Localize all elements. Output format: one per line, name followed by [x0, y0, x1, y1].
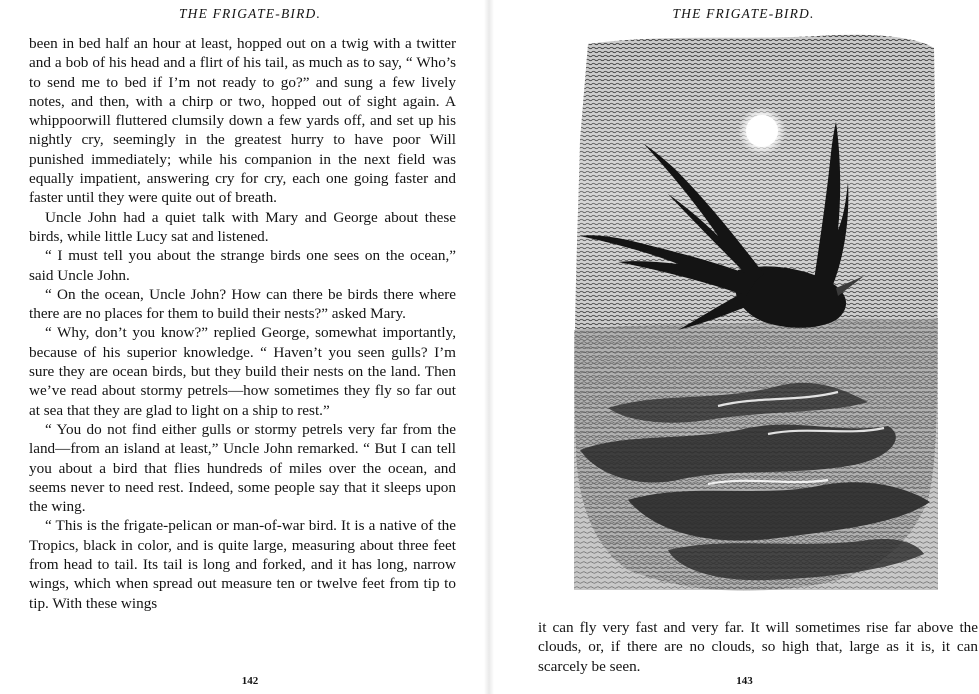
page-number-right: 143 — [736, 675, 753, 687]
running-head-right: THE FRIGATE-BIRD. — [672, 6, 815, 21]
frigate-bird-illustration — [568, 30, 940, 610]
paragraph-1: been in bed half an hour at least, hopped out on a twig with a twitter and a bob of his head and a flirt of his tail, as much as to say, “ Who’s to send me to bed if I’m not ready to go?” and sung a few lively notes, and then, with a chirp or two, hopped out of sight again. A whippoorwill fluttered clumsily down a few yards off, and set up his nightly cry, seemingly in the greatest hurry to have poor Will punished immediately; while his companion in the next field was equally impatient, answering cry for cry, each one going faster and faster until they were quite out of breath. — [29, 35, 456, 207]
left-text-block — [29, 34, 456, 613]
paragraph-7: “ This is the frigate-pelican or man-of-war bird. It is a native of the Tropics, black in color, and is quite large, measuring about three feet from head to tail. Its tail is long and forked, and it has long, narrow wings, which when spread out measure ten or twelve feet from tip to tip. With these wings — [29, 517, 456, 612]
right-text-block — [538, 618, 978, 676]
page-number-left: 142 — [241, 675, 259, 687]
paragraph-2: Uncle John had a quiet talk with Mary and George about these birds, while little Lucy sat and listened. — [29, 208, 456, 245]
right-page — [490, 0, 979, 694]
paragraph-5: “ Why, don’t you know?” replied George, somewhat importantly, because of his superior knowledge. “ Haven’t you seen gulls? I’m sure they are ocean birds, but they build their nests on the land. Then we’ve read about stormy petrels—how sometimes they fly so far out at sea that they are glad to light on a ship to rest.” — [29, 324, 456, 419]
paragraph-4: “ On the ocean, Uncle John? How can there be birds there where there are no places for them to build their nests?” asked Mary. — [29, 285, 456, 323]
left-page — [0, 0, 488, 694]
paragraph-6: “ You do not find either gulls or stormy petrels very far from the land—from an island at least,” Uncle John remarked. “ But I can tell you about a bird that flies hundreds of miles over the ocean, and seems never to need rest. Indeed, some people say that it sleeps upon the wing. — [29, 420, 456, 516]
paragraph-continuation: it can fly very fast and very far. It will sometimes rise far above the clouds, or, if there are no clouds, so high that, large as it is, it can scarcely be seen. — [538, 619, 978, 675]
paragraph-3: “ I must tell you about the strange birds one sees on the ocean,” said Uncle John. — [29, 247, 456, 284]
running-head-left: THE FRIGATE-BIRD. — [178, 6, 322, 21]
